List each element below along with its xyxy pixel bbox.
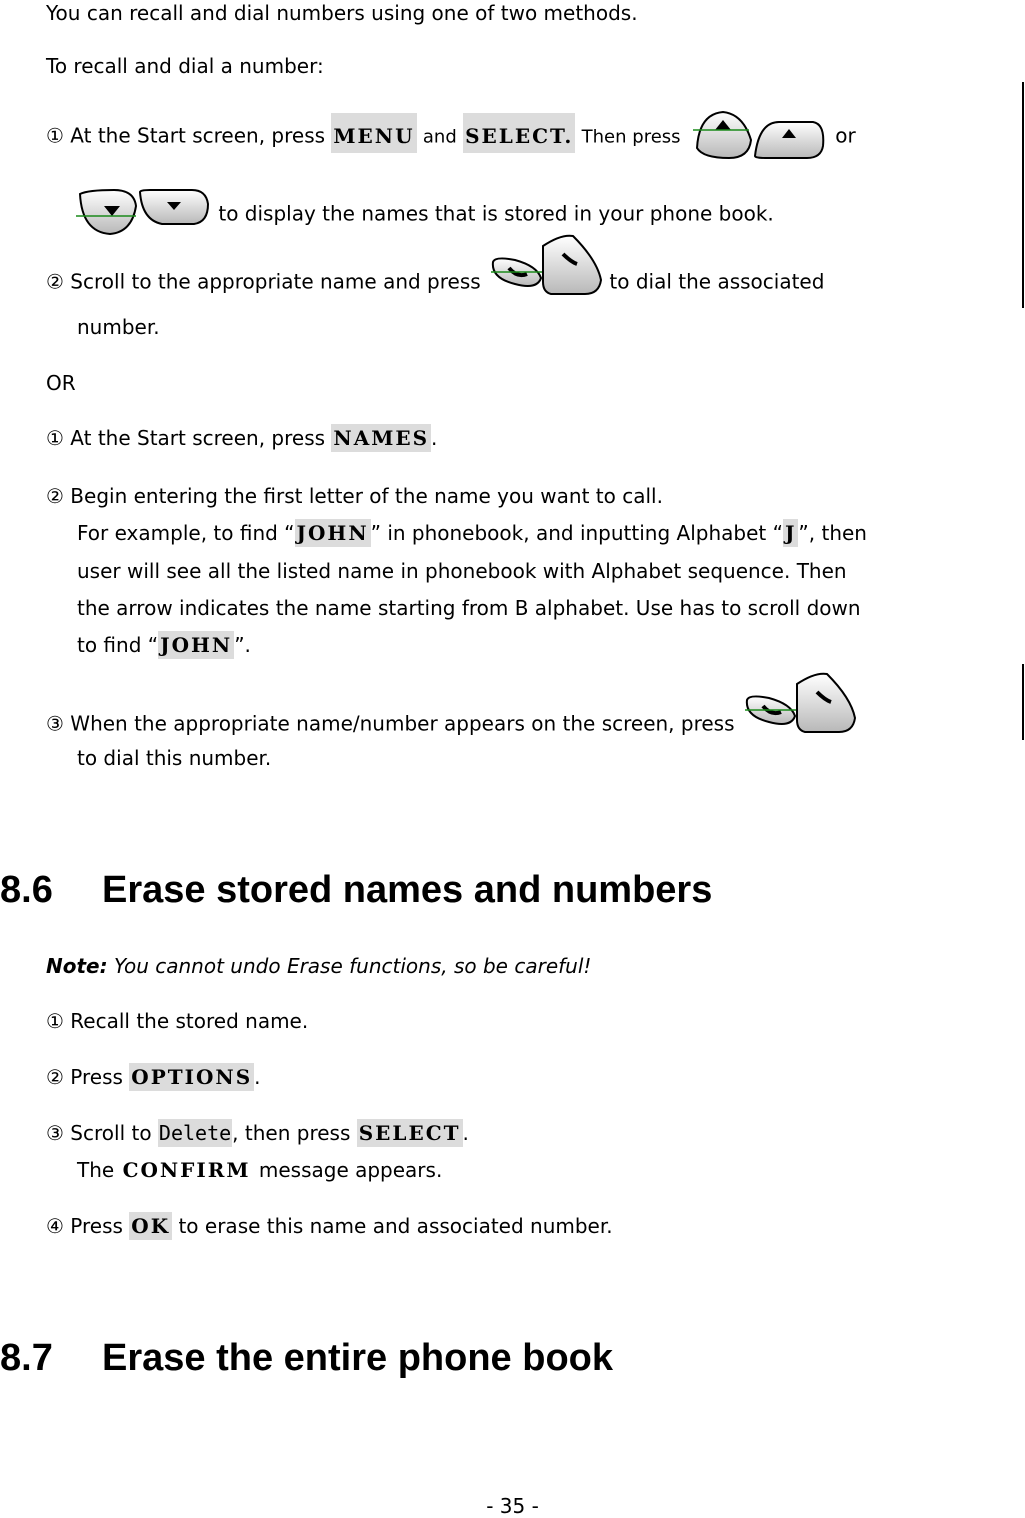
method2-step3-cont: to dial this number. <box>77 746 272 770</box>
erase-step3-cont: The CONFIRM message appears. <box>77 1158 443 1182</box>
method1-step2-cont: number. <box>77 315 160 339</box>
delete-item-label: Delete <box>158 1121 232 1145</box>
erase-step3: ③ Scroll to Delete, then press SELECT . <box>46 1121 469 1145</box>
change-bar <box>1022 664 1024 740</box>
confirm-message-label: CONFIRM <box>122 1158 251 1182</box>
select-key-label: SELECT. <box>463 113 575 153</box>
method2-step2-line4: the arrow indicates the name starting from B alphabet. Use has to scroll down <box>77 596 861 620</box>
section-8-7-heading: 8.7 Erase the entire phone book <box>0 1337 613 1379</box>
method1-step1: ① At the Start screen, press MENU and SELECT. Then press or <box>46 106 856 168</box>
john-key-label: JOHN <box>296 521 369 545</box>
menu-key-label: MENU <box>331 113 416 153</box>
method2-step2: ② Begin entering the first letter of the name you want to call. <box>46 484 663 508</box>
method1-step2: ② Scroll to the appropriate name and press to dial the associated <box>46 262 824 304</box>
or-label: OR <box>46 371 76 395</box>
method1-step1-cont: to display the names that is stored in your phone book. <box>76 184 774 246</box>
method2-step2-line3: user will see all the listed name in phonebook with Alphabet sequence. Then <box>77 559 847 583</box>
section-8-6-heading: 8.6 Erase stored names and numbers <box>0 869 713 911</box>
j-key-label: J <box>784 521 797 545</box>
ok-key-label: OK <box>131 1214 171 1238</box>
intro-text: You can recall and dial numbers using one of two methods. <box>46 1 638 25</box>
send-key-icon <box>487 232 603 304</box>
page-number: - 35 - <box>486 1494 539 1518</box>
down-key-icon <box>76 184 212 246</box>
method2-step1: ① At the Start screen, press NAMES . <box>46 426 438 450</box>
method2-step2-line5: to find “ JOHN ”. <box>77 633 251 657</box>
change-bar <box>1022 82 1024 308</box>
recall-heading: To recall and dial a number: <box>46 54 324 78</box>
note: Note: You cannot undo Erase functions, so be careful! <box>46 954 592 978</box>
method2-step3: ③ When the appropriate name/number appears on the screen, press <box>46 708 857 742</box>
erase-step2: ② Press OPTIONS . <box>46 1065 261 1089</box>
names-key-label: NAMES <box>333 426 430 450</box>
john-key-label-2: JOHN <box>160 633 233 657</box>
erase-step4: ④ Press OK to erase this name and associated number. <box>46 1214 613 1238</box>
select-key-label-2: SELECT <box>358 1121 461 1145</box>
options-key-label: OPTIONS <box>131 1065 253 1089</box>
erase-step1: ① Recall the stored name. <box>46 1009 309 1033</box>
send-key-icon <box>741 670 857 742</box>
method2-step2-line2: For example, to find “ JOHN ” in phonebook, and inputting Alphabet “ J ”, then <box>77 521 867 545</box>
up-key-icon <box>689 106 829 168</box>
